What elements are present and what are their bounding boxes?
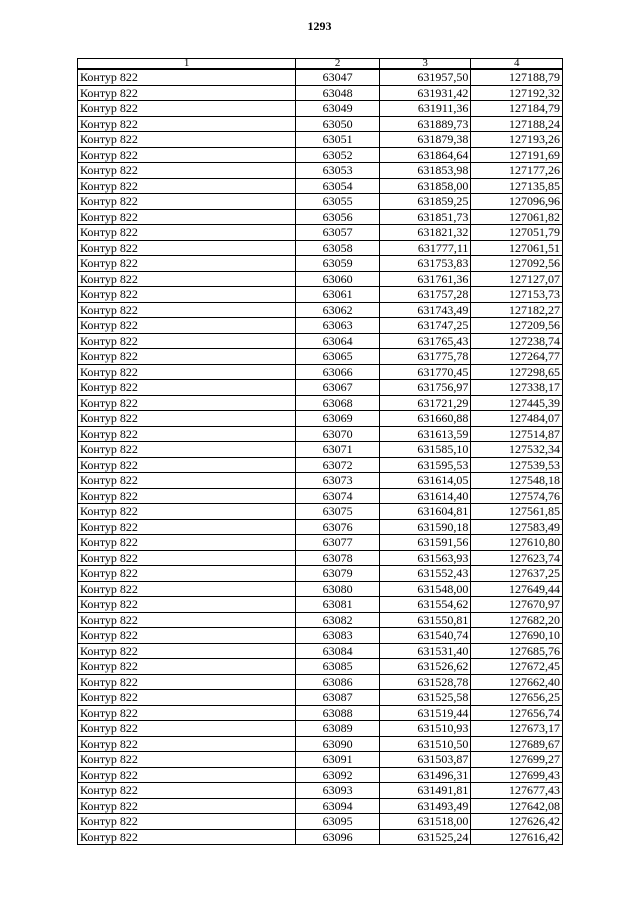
contour-name-cell: Контур 822 [78,581,296,597]
point-number-cell: 63070 [296,426,380,442]
table-row [78,380,563,396]
coordinate-y-cell: 127177,26 [471,163,563,179]
table-row [78,147,563,163]
point-number-cell: 63071 [296,442,380,458]
table-row [78,442,563,458]
point-number-cell: 63069 [296,411,380,427]
table-row [78,194,563,210]
table-row [78,829,563,845]
contour-name-cell: Контур 822 [78,364,296,380]
point-number-cell: 63075 [296,504,380,520]
column-header-2: 2 [296,59,380,70]
coordinate-x-cell: 631821,32 [379,225,471,241]
contour-name-cell: Контур 822 [78,271,296,287]
coordinates-table [77,58,563,845]
contour-name-cell: Контур 822 [78,504,296,520]
point-number-cell: 63062 [296,302,380,318]
coordinate-x-cell: 631525,58 [379,690,471,706]
contour-name-cell: Контур 822 [78,132,296,148]
coordinate-y-cell: 127685,76 [471,643,563,659]
point-number-cell: 63066 [296,364,380,380]
contour-name-cell: Контур 822 [78,225,296,241]
coordinate-x-cell: 631585,10 [379,442,471,458]
contour-name-cell: Контур 822 [78,798,296,814]
point-number-cell: 63058 [296,240,380,256]
point-number-cell: 63054 [296,178,380,194]
coordinate-x-cell: 631761,36 [379,271,471,287]
coordinate-y-cell: 127153,73 [471,287,563,303]
table-row [78,364,563,380]
coordinate-y-cell: 127623,74 [471,550,563,566]
coordinate-x-cell: 631858,00 [379,178,471,194]
table-row [78,628,563,644]
contour-name-cell: Контур 822 [78,597,296,613]
coordinate-x-cell: 631604,81 [379,504,471,520]
coordinate-x-cell: 631540,74 [379,628,471,644]
coordinate-y-cell: 127192,32 [471,85,563,101]
point-number-cell: 63064 [296,333,380,349]
coordinate-x-cell: 631757,28 [379,287,471,303]
contour-name-cell: Контур 822 [78,488,296,504]
point-number-cell: 63050 [296,116,380,132]
coordinate-y-cell: 127539,53 [471,457,563,473]
table-row [78,256,563,272]
table-row [78,798,563,814]
contour-name-cell: Контур 822 [78,85,296,101]
contour-name-cell: Контур 822 [78,194,296,210]
coordinate-x-cell: 631525,24 [379,829,471,845]
point-number-cell: 63095 [296,814,380,830]
point-number-cell: 63084 [296,643,380,659]
contour-name-cell: Контур 822 [78,736,296,752]
coordinate-x-cell: 631765,43 [379,333,471,349]
contour-name-cell: Контур 822 [78,690,296,706]
coordinate-x-cell: 631590,18 [379,519,471,535]
contour-name-cell: Контур 822 [78,240,296,256]
coordinate-x-cell: 631510,93 [379,721,471,737]
table-row [78,69,563,85]
contour-name-cell: Контур 822 [78,256,296,272]
table-row [78,85,563,101]
coordinate-y-cell: 127689,67 [471,736,563,752]
point-number-cell: 63059 [296,256,380,272]
table-row [78,550,563,566]
coordinate-x-cell: 631931,42 [379,85,471,101]
point-number-cell: 63090 [296,736,380,752]
point-number-cell: 63073 [296,473,380,489]
coordinate-y-cell: 127682,20 [471,612,563,628]
point-number-cell: 63077 [296,535,380,551]
table-row [78,318,563,334]
contour-name-cell: Контур 822 [78,395,296,411]
table-row [78,705,563,721]
table-row [78,814,563,830]
coordinate-x-cell: 631554,62 [379,597,471,613]
coordinate-x-cell: 631747,25 [379,318,471,334]
table-row [78,674,563,690]
contour-name-cell: Контур 822 [78,302,296,318]
coordinate-y-cell: 127637,25 [471,566,563,582]
coordinate-y-cell: 127188,79 [471,69,563,85]
coordinate-x-cell: 631491,81 [379,783,471,799]
contour-name-cell: Контур 822 [78,318,296,334]
coordinate-y-cell: 127699,43 [471,767,563,783]
point-number-cell: 63057 [296,225,380,241]
contour-name-cell: Контур 822 [78,101,296,117]
point-number-cell: 63074 [296,488,380,504]
coordinate-y-cell: 127193,26 [471,132,563,148]
table-row [78,209,563,225]
point-number-cell: 63052 [296,147,380,163]
table-row [78,473,563,489]
coordinate-y-cell: 127338,17 [471,380,563,396]
coordinate-x-cell: 631503,87 [379,752,471,768]
contour-name-cell: Контур 822 [78,566,296,582]
point-number-cell: 63094 [296,798,380,814]
point-number-cell: 63087 [296,690,380,706]
coordinate-y-cell: 127135,85 [471,178,563,194]
point-number-cell: 63056 [296,209,380,225]
point-number-cell: 63089 [296,721,380,737]
table-row [78,302,563,318]
point-number-cell: 63096 [296,829,380,845]
point-number-cell: 63082 [296,612,380,628]
coordinate-y-cell: 127649,44 [471,581,563,597]
coordinate-x-cell: 631595,53 [379,457,471,473]
table-row [78,659,563,675]
table-row [78,333,563,349]
point-number-cell: 63079 [296,566,380,582]
coordinate-y-cell: 127096,96 [471,194,563,210]
contour-name-cell: Контур 822 [78,674,296,690]
point-number-cell: 63078 [296,550,380,566]
coordinate-y-cell: 127298,65 [471,364,563,380]
coordinate-x-cell: 631550,81 [379,612,471,628]
point-number-cell: 63093 [296,783,380,799]
table-row [78,783,563,799]
coordinate-y-cell: 127051,79 [471,225,563,241]
coordinate-y-cell: 127583,49 [471,519,563,535]
contour-name-cell: Контур 822 [78,442,296,458]
coordinate-y-cell: 127574,76 [471,488,563,504]
contour-name-cell: Контур 822 [78,116,296,132]
table-row [78,767,563,783]
contour-name-cell: Контур 822 [78,209,296,225]
coordinate-x-cell: 631851,73 [379,209,471,225]
contour-name-cell: Контур 822 [78,628,296,644]
table-row [78,690,563,706]
point-number-cell: 63083 [296,628,380,644]
table-body [78,69,563,845]
point-number-cell: 63086 [296,674,380,690]
page-number: 1293 [307,19,332,33]
contour-name-cell: Контур 822 [78,147,296,163]
coordinate-x-cell: 631493,49 [379,798,471,814]
coordinate-y-cell: 127690,10 [471,628,563,644]
coordinate-y-cell: 127610,80 [471,535,563,551]
coordinate-x-cell: 631496,31 [379,767,471,783]
table-row [78,519,563,535]
contour-name-cell: Контур 822 [78,333,296,349]
point-number-cell: 63088 [296,705,380,721]
coordinate-x-cell: 631957,50 [379,69,471,85]
coordinate-y-cell: 127616,42 [471,829,563,845]
point-number-cell: 63081 [296,597,380,613]
contour-name-cell: Контур 822 [78,814,296,830]
table-row [78,504,563,520]
coordinate-x-cell: 631552,43 [379,566,471,582]
contour-name-cell: Контур 822 [78,721,296,737]
coordinate-y-cell: 127264,77 [471,349,563,365]
coordinate-y-cell: 127188,24 [471,116,563,132]
coordinate-y-cell: 127699,27 [471,752,563,768]
coordinate-y-cell: 127127,07 [471,271,563,287]
contour-name-cell: Контур 822 [78,457,296,473]
coordinate-y-cell: 127184,79 [471,101,563,117]
coordinate-x-cell: 631614,40 [379,488,471,504]
table-row [78,349,563,365]
coordinate-x-cell: 631770,45 [379,364,471,380]
coordinate-y-cell: 127191,69 [471,147,563,163]
table-row [78,101,563,117]
point-number-cell: 63048 [296,85,380,101]
contour-name-cell: Контур 822 [78,426,296,442]
coordinate-x-cell: 631613,59 [379,426,471,442]
contour-name-cell: Контур 822 [78,612,296,628]
coordinate-x-cell: 631756,97 [379,380,471,396]
coordinate-x-cell: 631864,64 [379,147,471,163]
coordinate-y-cell: 127514,87 [471,426,563,442]
coordinate-x-cell: 631518,00 [379,814,471,830]
table-header-row [78,59,563,70]
table-row [78,752,563,768]
coordinate-x-cell: 631526,62 [379,659,471,675]
table-row [78,488,563,504]
point-number-cell: 63091 [296,752,380,768]
point-number-cell: 63067 [296,380,380,396]
point-number-cell: 63049 [296,101,380,117]
table-row [78,457,563,473]
table-row [78,721,563,737]
point-number-cell: 63047 [296,69,380,85]
coordinate-x-cell: 631614,05 [379,473,471,489]
table-row [78,178,563,194]
table-row [78,132,563,148]
point-number-cell: 63065 [296,349,380,365]
coordinate-x-cell: 631911,36 [379,101,471,117]
point-number-cell: 63085 [296,659,380,675]
table-row [78,535,563,551]
contour-name-cell: Контур 822 [78,411,296,427]
point-number-cell: 63061 [296,287,380,303]
contour-name-cell: Контур 822 [78,705,296,721]
point-number-cell: 63055 [296,194,380,210]
coordinate-x-cell: 631563,93 [379,550,471,566]
table-row [78,566,563,582]
coordinate-y-cell: 127092,56 [471,256,563,272]
contour-name-cell: Контур 822 [78,473,296,489]
coordinate-x-cell: 631753,83 [379,256,471,272]
point-number-cell: 63072 [296,457,380,473]
coordinate-y-cell: 127548,18 [471,473,563,489]
coordinate-y-cell: 127673,17 [471,721,563,737]
contour-name-cell: Контур 822 [78,178,296,194]
coordinate-x-cell: 631531,40 [379,643,471,659]
table-row [78,581,563,597]
coordinate-y-cell: 127532,34 [471,442,563,458]
coordinate-y-cell: 127182,27 [471,302,563,318]
coordinate-x-cell: 631721,29 [379,395,471,411]
coordinate-y-cell: 127642,08 [471,798,563,814]
point-number-cell: 63051 [296,132,380,148]
coordinate-y-cell: 127626,42 [471,814,563,830]
contour-name-cell: Контур 822 [78,163,296,179]
point-number-cell: 63063 [296,318,380,334]
coordinate-x-cell: 631853,98 [379,163,471,179]
table-row [78,163,563,179]
table-row [78,287,563,303]
table-row [78,643,563,659]
coordinate-x-cell: 631879,38 [379,132,471,148]
coordinate-y-cell: 127238,74 [471,333,563,349]
point-number-cell: 63092 [296,767,380,783]
contour-name-cell: Контур 822 [78,643,296,659]
table-row [78,597,563,613]
table-row [78,225,563,241]
coordinate-x-cell: 631591,56 [379,535,471,551]
table-row [78,411,563,427]
contour-name-cell: Контур 822 [78,380,296,396]
contour-name-cell: Контур 822 [78,752,296,768]
table-row [78,736,563,752]
table-row [78,612,563,628]
contour-name-cell: Контур 822 [78,829,296,845]
coordinate-y-cell: 127672,45 [471,659,563,675]
contour-name-cell: Контур 822 [78,535,296,551]
point-number-cell: 63076 [296,519,380,535]
table-row [78,395,563,411]
coordinate-y-cell: 127484,07 [471,411,563,427]
contour-name-cell: Контур 822 [78,767,296,783]
column-header-3: 3 [379,59,471,70]
coordinate-y-cell: 127061,82 [471,209,563,225]
table-row [78,240,563,256]
contour-name-cell: Контур 822 [78,349,296,365]
coordinate-x-cell: 631775,78 [379,349,471,365]
point-number-cell: 63080 [296,581,380,597]
column-header-4: 4 [471,59,563,70]
contour-name-cell: Контур 822 [78,550,296,566]
coordinate-x-cell: 631519,44 [379,705,471,721]
coordinate-y-cell: 127656,25 [471,690,563,706]
coordinate-x-cell: 631889,73 [379,116,471,132]
contour-name-cell: Контур 822 [78,783,296,799]
coordinate-x-cell: 631660,88 [379,411,471,427]
table-row [78,116,563,132]
coordinate-x-cell: 631859,25 [379,194,471,210]
column-header-1: 1 [78,59,296,70]
coordinate-y-cell: 127445,39 [471,395,563,411]
contour-name-cell: Контур 822 [78,519,296,535]
contour-name-cell: Контур 822 [78,659,296,675]
point-number-cell: 63060 [296,271,380,287]
coordinate-x-cell: 631777,11 [379,240,471,256]
coordinate-y-cell: 127561,85 [471,504,563,520]
point-number-cell: 63053 [296,163,380,179]
table-row [78,426,563,442]
coordinate-x-cell: 631528,78 [379,674,471,690]
coordinate-y-cell: 127061,51 [471,240,563,256]
coordinate-x-cell: 631743,49 [379,302,471,318]
coordinate-y-cell: 127662,40 [471,674,563,690]
coordinate-x-cell: 631510,50 [379,736,471,752]
coordinate-y-cell: 127677,43 [471,783,563,799]
contour-name-cell: Контур 822 [78,69,296,85]
coordinate-y-cell: 127209,56 [471,318,563,334]
coordinate-y-cell: 127670,97 [471,597,563,613]
contour-name-cell: Контур 822 [78,287,296,303]
point-number-cell: 63068 [296,395,380,411]
table-row [78,271,563,287]
coordinate-y-cell: 127656,74 [471,705,563,721]
coordinate-x-cell: 631548,00 [379,581,471,597]
